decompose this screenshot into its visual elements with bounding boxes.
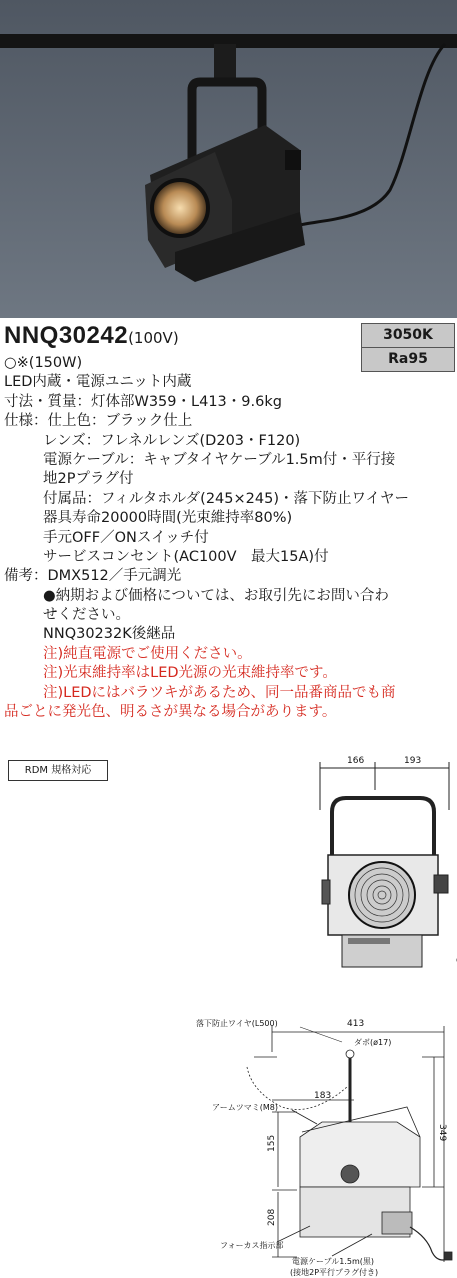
spec-line: 仕様：仕上色：ブラック仕上 [4, 413, 193, 430]
model-voltage: (100V) [128, 329, 179, 347]
spec-line: LED内蔵・電源ユニット内蔵 [4, 374, 192, 391]
spec-line: 手元OFF／ONスイッチ付 [43, 529, 209, 546]
spec-line: NNQ30232K後継品 [43, 626, 176, 643]
front-view-drawing [312, 750, 457, 978]
spec-text [4, 354, 454, 722]
spec-line: 電源ケーブル：キャブタイヤケーブル1.5m付・平行接 [43, 451, 396, 468]
side-view-drawing [182, 1012, 457, 1278]
side-dim-inner: 183 [314, 1091, 332, 1101]
label-cable-2: (接地2P平行プラグ付き) [290, 1268, 379, 1277]
spec-line: ●納期および価格については、お取引先にお問い合わ [43, 587, 389, 604]
front-dim-left: 166 [347, 756, 365, 766]
front-dim-right: 193 [404, 756, 422, 766]
note-line: 品ごとに発光色、明るさが異なる場合があります。 [4, 704, 337, 721]
model-heading [4, 322, 179, 350]
spec-line: 付属品：フィルタホルダ(245×245)・落下防止ワイヤー [43, 490, 410, 507]
spec-line: 備考：DMX512／手元調光 [4, 568, 182, 585]
spec-line: 地2Pプラグ付 [43, 471, 134, 488]
model-number: NNQ30242 [4, 322, 129, 349]
label-cable-1: 電源ケーブル1.5m(黒) [292, 1257, 375, 1266]
cri-badge: Ra95 [362, 347, 454, 371]
side-dim-h1: 155 [267, 1134, 277, 1152]
label-focus: フォーカス指示部 [220, 1241, 284, 1250]
product-photo [0, 0, 457, 318]
label-wire: 落下防止ワイヤ(L500) [196, 1019, 278, 1028]
spec-line: サービスコンセント(AC100V 最大15A)付 [43, 548, 329, 565]
side-dim-height: 349 [437, 1124, 447, 1142]
side-dim-h2: 208 [267, 1208, 277, 1226]
spec-line: 器具寿命20000時間(光束維持率80%) [43, 510, 293, 527]
label-dabo: ダボ(ø17) [354, 1038, 392, 1047]
side-dim-width: 413 [347, 1019, 365, 1029]
spec-line: レンズ：フレネルレンズ(D203・F120) [43, 432, 301, 449]
spec-line: 寸法・質量：灯体部W359・L413・9.6kg [4, 393, 282, 410]
note-line: 注)純直電源でご使用ください。 [43, 645, 252, 662]
spotlight-photo-image [0, 0, 457, 318]
label-arm: アームツマミ(M8) [212, 1103, 278, 1112]
color-temp-badge: 3050K [362, 324, 454, 347]
note-line: 注)光束維持率はLED光源の光束維持率です。 [43, 665, 337, 682]
note-line: 注)LEDにはバラツキがあるため、同一品番商品でも商 [43, 684, 396, 701]
model-sub: ○※(150W) [4, 355, 83, 371]
spec-line: せください。 [43, 607, 130, 624]
rdm-label: RDM 規格対応 [8, 760, 108, 781]
